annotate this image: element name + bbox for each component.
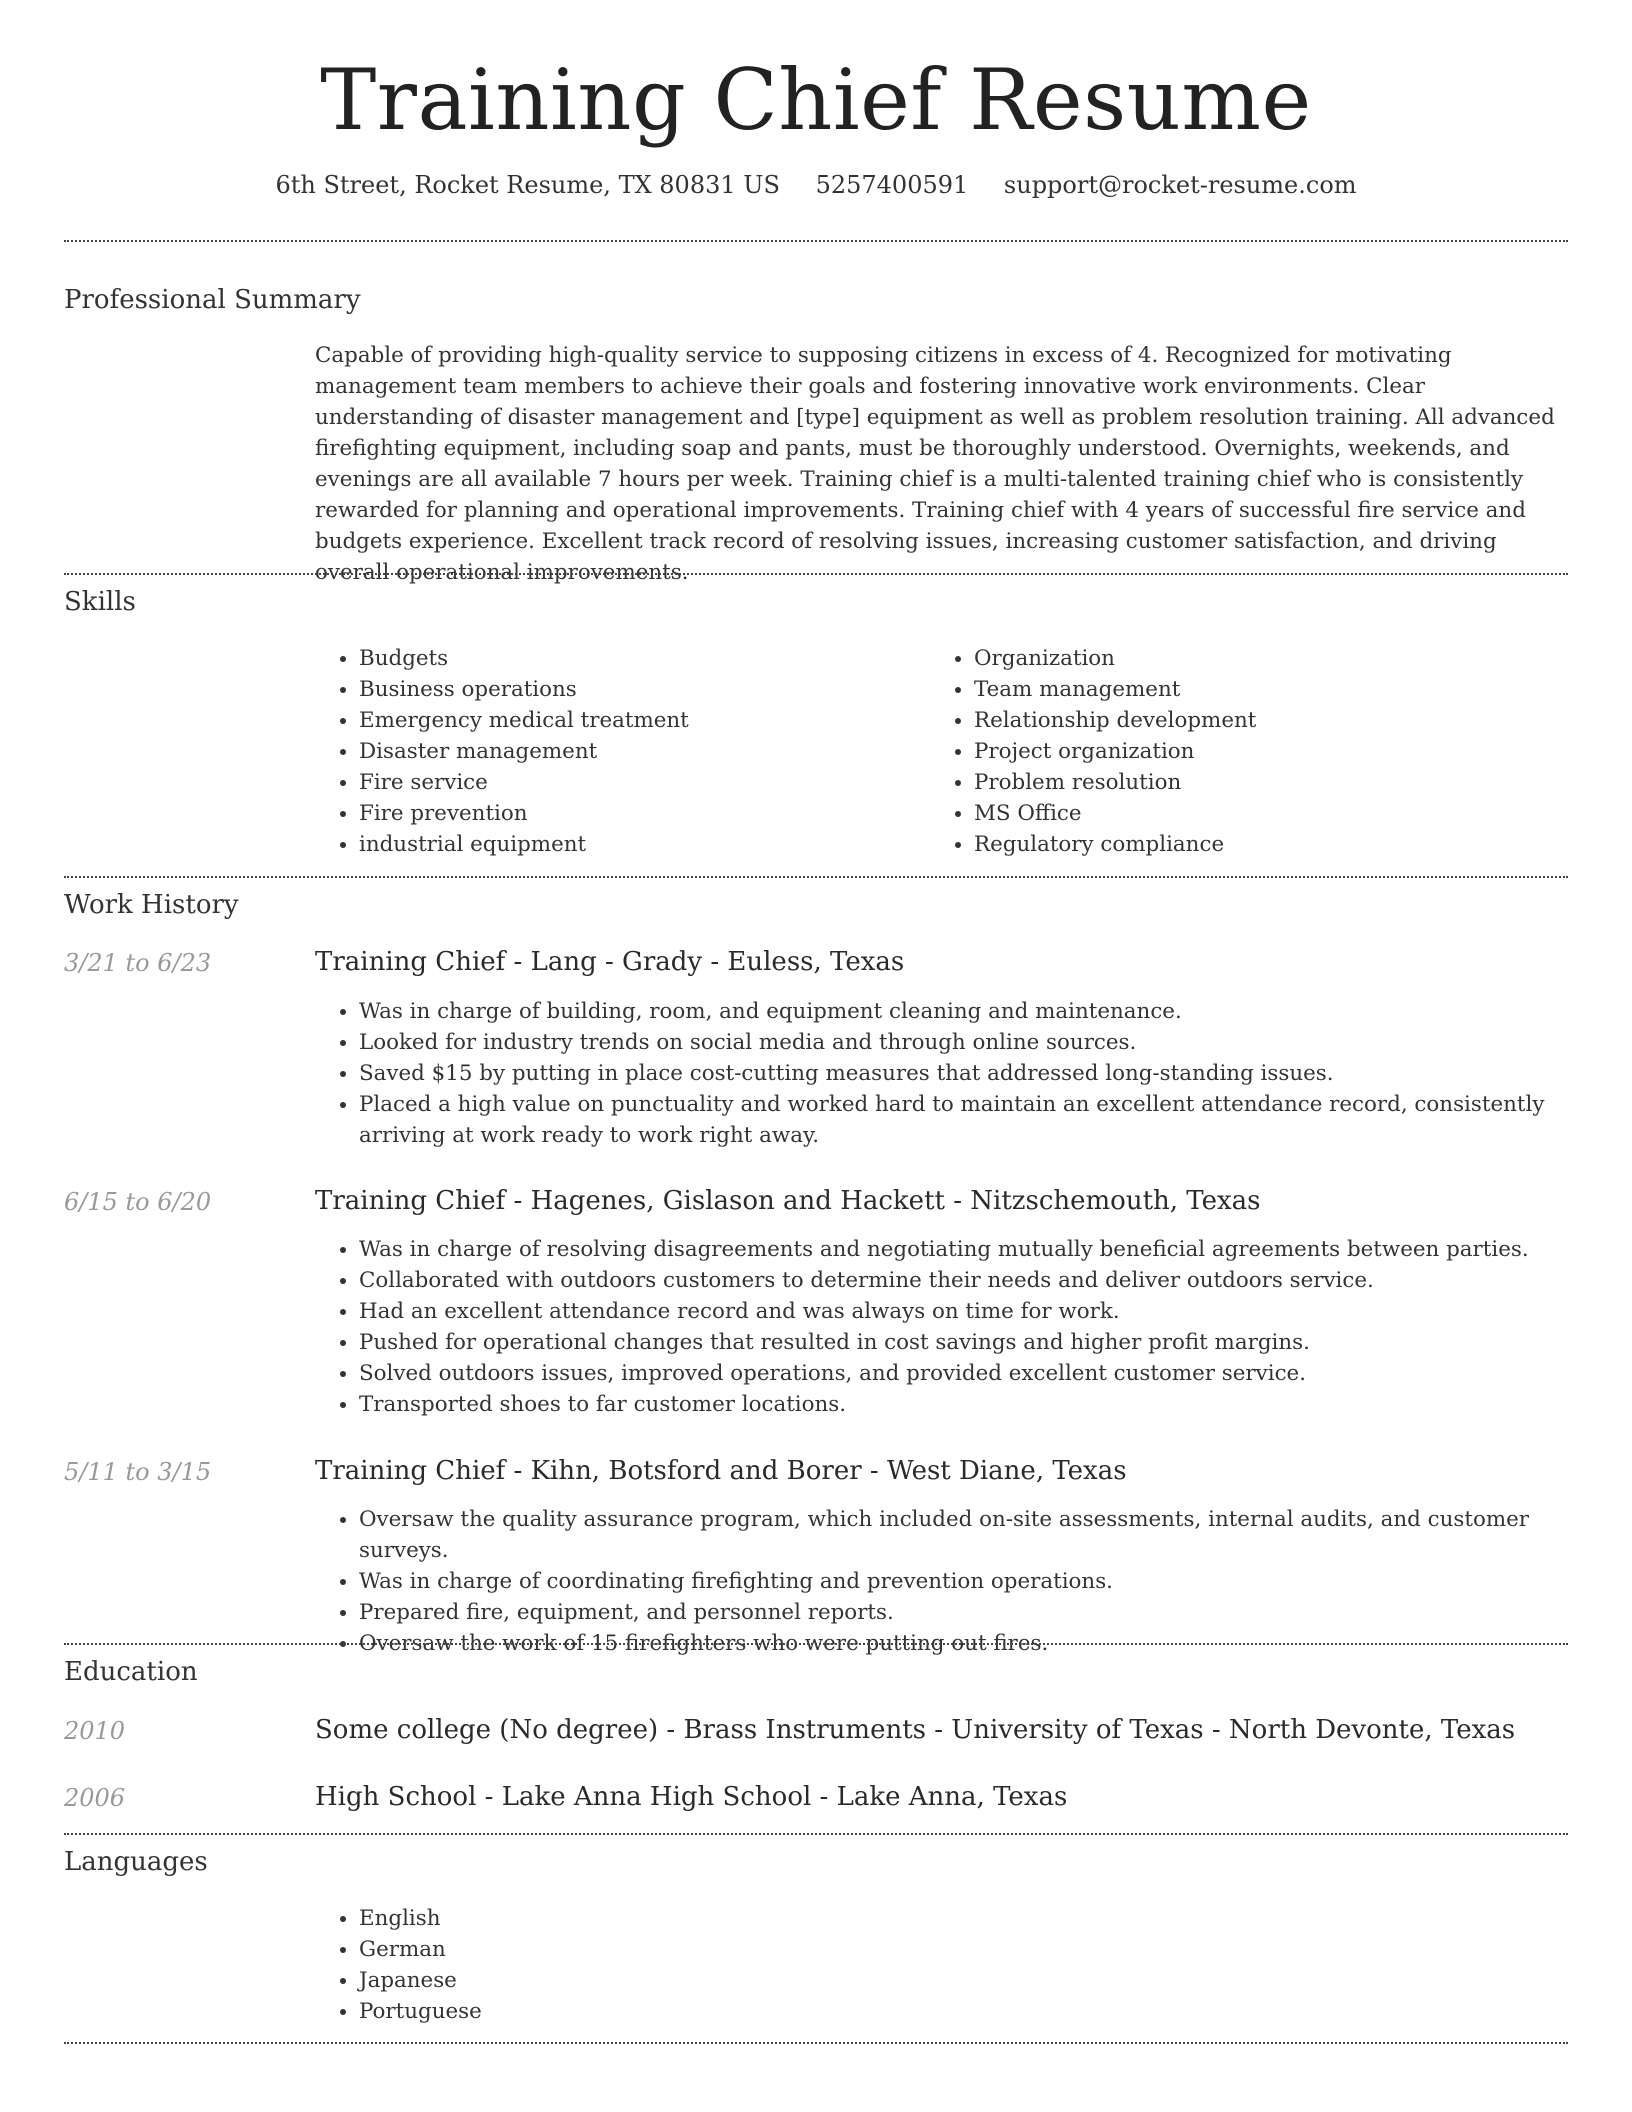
divider — [64, 1833, 1568, 1835]
section-title-work: Work History — [64, 890, 239, 920]
job-dates: 3/21 to 6/23 — [64, 949, 212, 977]
job-bullet: • Solved outdoors issues, improved operations, and provided excellent customer service. — [359, 1358, 1604, 1389]
language-item: • Japanese — [359, 1965, 959, 1996]
summary-text: Capable of providing high-quality service to supposing citizens in excess of 4. Recognized for motivating management team members to achieve their goals and fostering innovative work environments. Clear understanding of disaster management and [type] equipment as well as problem resolution training. All advanced firefighting equipment, including soap and pants, must be thoroughly understood. Overnights, weekends, and evenings are all available 7 hours per week. Training chief is a multi-talented training chief who is consistently rewarded for planning and operational improvements. Training chief with 4 years of successful fire service and budgets experience. Excellent track record of resolving issues, increasing customer satisfaction, and driving overall operational improvements. — [315, 343, 1555, 585]
section-title-education: Education — [64, 1657, 198, 1687]
skill-item: • Fire service — [359, 767, 919, 798]
job-dates: 6/15 to 6/20 — [64, 1188, 212, 1216]
skill-item: • industrial equipment — [359, 829, 919, 860]
skill-item: • Problem resolution — [974, 767, 1574, 798]
contact-address: 6th Street, Rocket Resume, TX 80831 US — [275, 171, 780, 199]
job-title: Training Chief - Kihn, Botsford and Borer - West Diane, Texas — [315, 1456, 1127, 1486]
job-bullet: • Prepared fire, equipment, and personnel reports. — [359, 1597, 1619, 1628]
job-title: Training Chief - Hagenes, Gislason and Hackett - Nitzschemouth, Texas — [315, 1186, 1261, 1216]
job-bullet: • Saved $15 by putting in place cost-cutting measures that addressed long-standing issues. — [359, 1058, 1604, 1089]
section-title-languages: Languages — [64, 1847, 208, 1877]
skill-item: • Regulatory compliance — [974, 829, 1574, 860]
job-title: Training Chief - Lang - Grady - Euless, Texas — [315, 947, 905, 977]
divider — [64, 2042, 1568, 2044]
language-item: • English — [359, 1903, 959, 1934]
skill-item: • Business operations — [359, 674, 919, 705]
skill-item: • MS Office — [974, 798, 1574, 829]
contact-phone: 5257400591 — [815, 171, 969, 199]
skill-item: • Organization — [974, 643, 1574, 674]
skill-item: • Project organization — [974, 736, 1574, 767]
divider — [64, 1643, 1568, 1645]
job-bullet: • Oversaw the work of 15 firefighters who were putting out fires. — [359, 1628, 1619, 1659]
job-bullet: • Oversaw the quality assurance program, which included on-site assessments, internal audits, and customer surveys. — [359, 1504, 1619, 1566]
job-bullets — [315, 1234, 1604, 1420]
job-bullet: • Was in charge of coordinating firefighting and prevention operations. — [359, 1566, 1619, 1597]
job-bullet: • Was in charge of resolving disagreements and negotiating mutually beneficial agreements between parties. — [359, 1234, 1604, 1265]
contact-email: support@rocket-resume.com — [1003, 171, 1357, 199]
resume-title: Training Chief Resume — [320, 51, 1312, 149]
language-item: • German — [359, 1934, 959, 1965]
job-bullet: • Collaborated with outdoors customers to determine their needs and deliver outdoors service. — [359, 1265, 1604, 1296]
skill-item: • Fire prevention — [359, 798, 919, 829]
skill-item: • Team management — [974, 674, 1574, 705]
job-bullet: • Pushed for operational changes that resulted in cost savings and higher profit margins. — [359, 1327, 1604, 1358]
section-title-summary: Professional Summary — [64, 285, 361, 315]
skill-item: • Budgets — [359, 643, 919, 674]
divider — [64, 573, 1568, 575]
education-entry: High School - Lake Anna High School - Lake Anna, Texas — [315, 1782, 1068, 1812]
education-entry: Some college (No degree) - Brass Instruments - University of Texas - North Devonte, Texas — [315, 1715, 1516, 1745]
job-bullets — [315, 996, 1604, 1151]
language-item: • Portuguese — [359, 1996, 959, 2027]
job-bullet: • Had an excellent attendance record and was always on time for work. — [359, 1296, 1604, 1327]
divider — [64, 240, 1568, 242]
skill-item: • Emergency medical treatment — [359, 705, 919, 736]
skill-item: • Relationship development — [974, 705, 1574, 736]
job-bullet: • Looked for industry trends on social media and through online sources. — [359, 1027, 1604, 1058]
languages-list — [315, 1903, 959, 2027]
skills-list-right — [930, 643, 1574, 860]
job-bullet: • Transported shoes to far customer locations. — [359, 1389, 1604, 1420]
divider — [64, 876, 1568, 878]
section-title-skills: Skills — [64, 587, 136, 617]
job-bullets — [315, 1504, 1619, 1659]
education-year: 2010 — [64, 1717, 126, 1745]
education-year: 2006 — [64, 1784, 126, 1812]
skill-item: • Disaster management — [359, 736, 919, 767]
job-bullet: • Placed a high value on punctuality and worked hard to maintain an excellent attendance record, consistently arriving at work ready to work right away. — [359, 1089, 1604, 1151]
skills-list-left — [315, 643, 919, 860]
job-bullet: • Was in charge of building, room, and equipment cleaning and maintenance. — [359, 996, 1604, 1027]
job-dates: 5/11 to 3/15 — [64, 1458, 212, 1486]
contact-line — [0, 168, 1632, 202]
